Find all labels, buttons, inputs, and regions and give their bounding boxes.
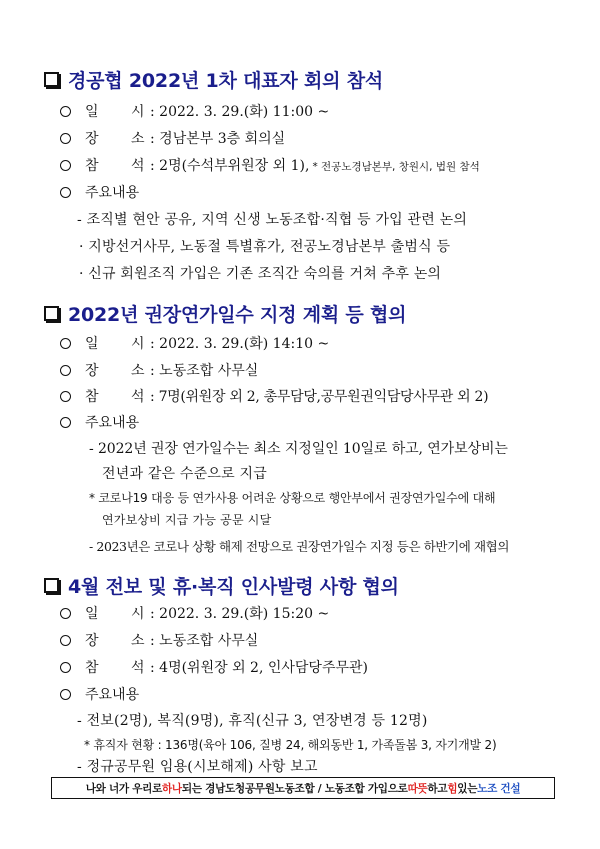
list-item: - 전보(2명), 복직(9명), 휴직(신규 3, 연장변경 등 12명) xyxy=(77,713,428,729)
circle-bullet-icon xyxy=(60,662,71,673)
section-1-attend-note: * 전공노경남본부, 창원시, 법원 참석 xyxy=(312,161,480,173)
section-1-date: : 2022. 3. 29.(화) 11:00 ~ xyxy=(150,104,330,120)
section-3-attend: : 4명(위원장 외 2, 인사담당주무관) xyxy=(150,660,368,676)
list-item: - 2022년 권장 연가일수는 최소 지정일인 10일로 하고, 연가보상비는 xyxy=(89,441,508,457)
section-1-place: : 경남본부 3층 회의실 xyxy=(150,131,286,147)
list-item: * 휴직자 현황 : 136명(육아 106, 질병 24, 해외동반 1, 가족돌봄 3, 자기개발 2) xyxy=(84,738,497,752)
circle-bullet-icon xyxy=(60,608,71,619)
circle-bullet-icon xyxy=(60,391,71,402)
checkbox-icon xyxy=(44,578,59,593)
section-3-content-row xyxy=(60,684,139,704)
circle-bullet-icon xyxy=(60,133,71,144)
circle-bullet-icon xyxy=(60,365,71,376)
section-1-place-row: 장 소 : 경남본부 3층 회의실 xyxy=(60,128,285,148)
section-3-date-row: 일 시 : 2022. 3. 29.(화) 15:20 ~ xyxy=(60,603,329,623)
section-3-heading xyxy=(44,572,399,599)
section-2-attend-row: 참 석 : 7명(위원장 외 2, 총무담당,공무원권익담당사무관 외 2) xyxy=(60,386,488,406)
list-item: - 조직별 현안 공유, 지역 신생 노동조합·직협 등 가입 관련 논의 xyxy=(77,212,468,228)
section-3-content-label: 주요내용 xyxy=(85,687,140,703)
slogan-banner: 나와 너가 우리로 하나 되는 경남도청공무원노동조합 / 노동조합 가입으로 따뜻 하고 힘 있는 노조 건설 xyxy=(51,777,555,799)
circle-bullet-icon xyxy=(60,689,71,700)
section-3-place: : 노동조합 사무실 xyxy=(150,633,259,649)
section-1-date-row: 일 시 : 2022. 3. 29.(화) 11:00 ~ xyxy=(60,101,329,121)
section-2-attend: : 7명(위원장 외 2, 총무담당,공무원권익담당사무관 외 2) xyxy=(150,389,489,405)
circle-bullet-icon xyxy=(60,635,71,646)
section-1-attend: : 2명(수석부위원장 외 1), xyxy=(150,158,310,174)
section-1-content-row xyxy=(60,182,139,202)
section-2-place-row: 장 소 : 노동조합 사무실 xyxy=(60,360,258,380)
section-1-title: 경공협 2022년 1차 대표자 회의 참석 xyxy=(68,70,384,92)
section-2-place: : 노동조합 사무실 xyxy=(150,363,259,379)
section-2-heading xyxy=(44,300,406,327)
circle-bullet-icon xyxy=(60,417,71,428)
list-item: · 지방선거사무, 노동절 특별휴가, 전공노경남본부 출범식 등 xyxy=(79,239,451,255)
list-item: * 코로나19 대응 등 연가사용 어려운 상황으로 행안부에서 권장연가일수에 대해 xyxy=(89,491,496,505)
section-3-title: 4월 전보 및 휴·복직 인사발령 사항 협의 xyxy=(68,576,399,598)
section-3-attend-row: 참 석 : 4명(위원장 외 2, 인사담당주무관) xyxy=(60,657,368,677)
section-2-title: 2022년 권장연가일수 지정 계획 등 협의 xyxy=(68,304,407,326)
list-item: - 정규공무원 임용(시보해제) 사항 보고 xyxy=(77,759,318,775)
section-2-date-row: 일 시 : 2022. 3. 29.(화) 14:10 ~ xyxy=(60,333,329,353)
circle-bullet-icon xyxy=(60,106,71,117)
section-1-heading xyxy=(44,66,383,93)
section-3-place-row: 장 소 : 노동조합 사무실 xyxy=(60,630,258,650)
circle-bullet-icon xyxy=(60,187,71,198)
section-1-attend-row: 참 석 : 2명(수석부위원장 외 1), * 전공노경남본부, 창원시, 법원 참석 xyxy=(60,155,480,175)
list-item: · 신규 회원조직 가입은 기존 조직간 숙의를 거쳐 추후 논의 xyxy=(79,266,442,282)
list-item: 연가보상비 지급 가능 공문 시달 xyxy=(102,513,272,527)
section-2-content-label: 주요내용 xyxy=(85,415,140,431)
list-item: 전년과 같은 수준으로 지급 xyxy=(102,466,267,482)
checkbox-icon xyxy=(44,72,59,87)
section-3-date: : 2022. 3. 29.(화) 15:20 ~ xyxy=(150,606,330,622)
section-1-content-label: 주요내용 xyxy=(85,185,140,201)
section-2-content-row xyxy=(60,412,139,432)
checkbox-icon xyxy=(44,306,59,321)
circle-bullet-icon xyxy=(60,160,71,171)
section-2-date: : 2022. 3. 29.(화) 14:10 ~ xyxy=(150,336,330,352)
circle-bullet-icon xyxy=(60,338,71,349)
list-item: - 2023년은 코로나 상황 해제 전망으로 권장연가일수 지정 등은 하반기에 재협의 xyxy=(89,539,510,554)
